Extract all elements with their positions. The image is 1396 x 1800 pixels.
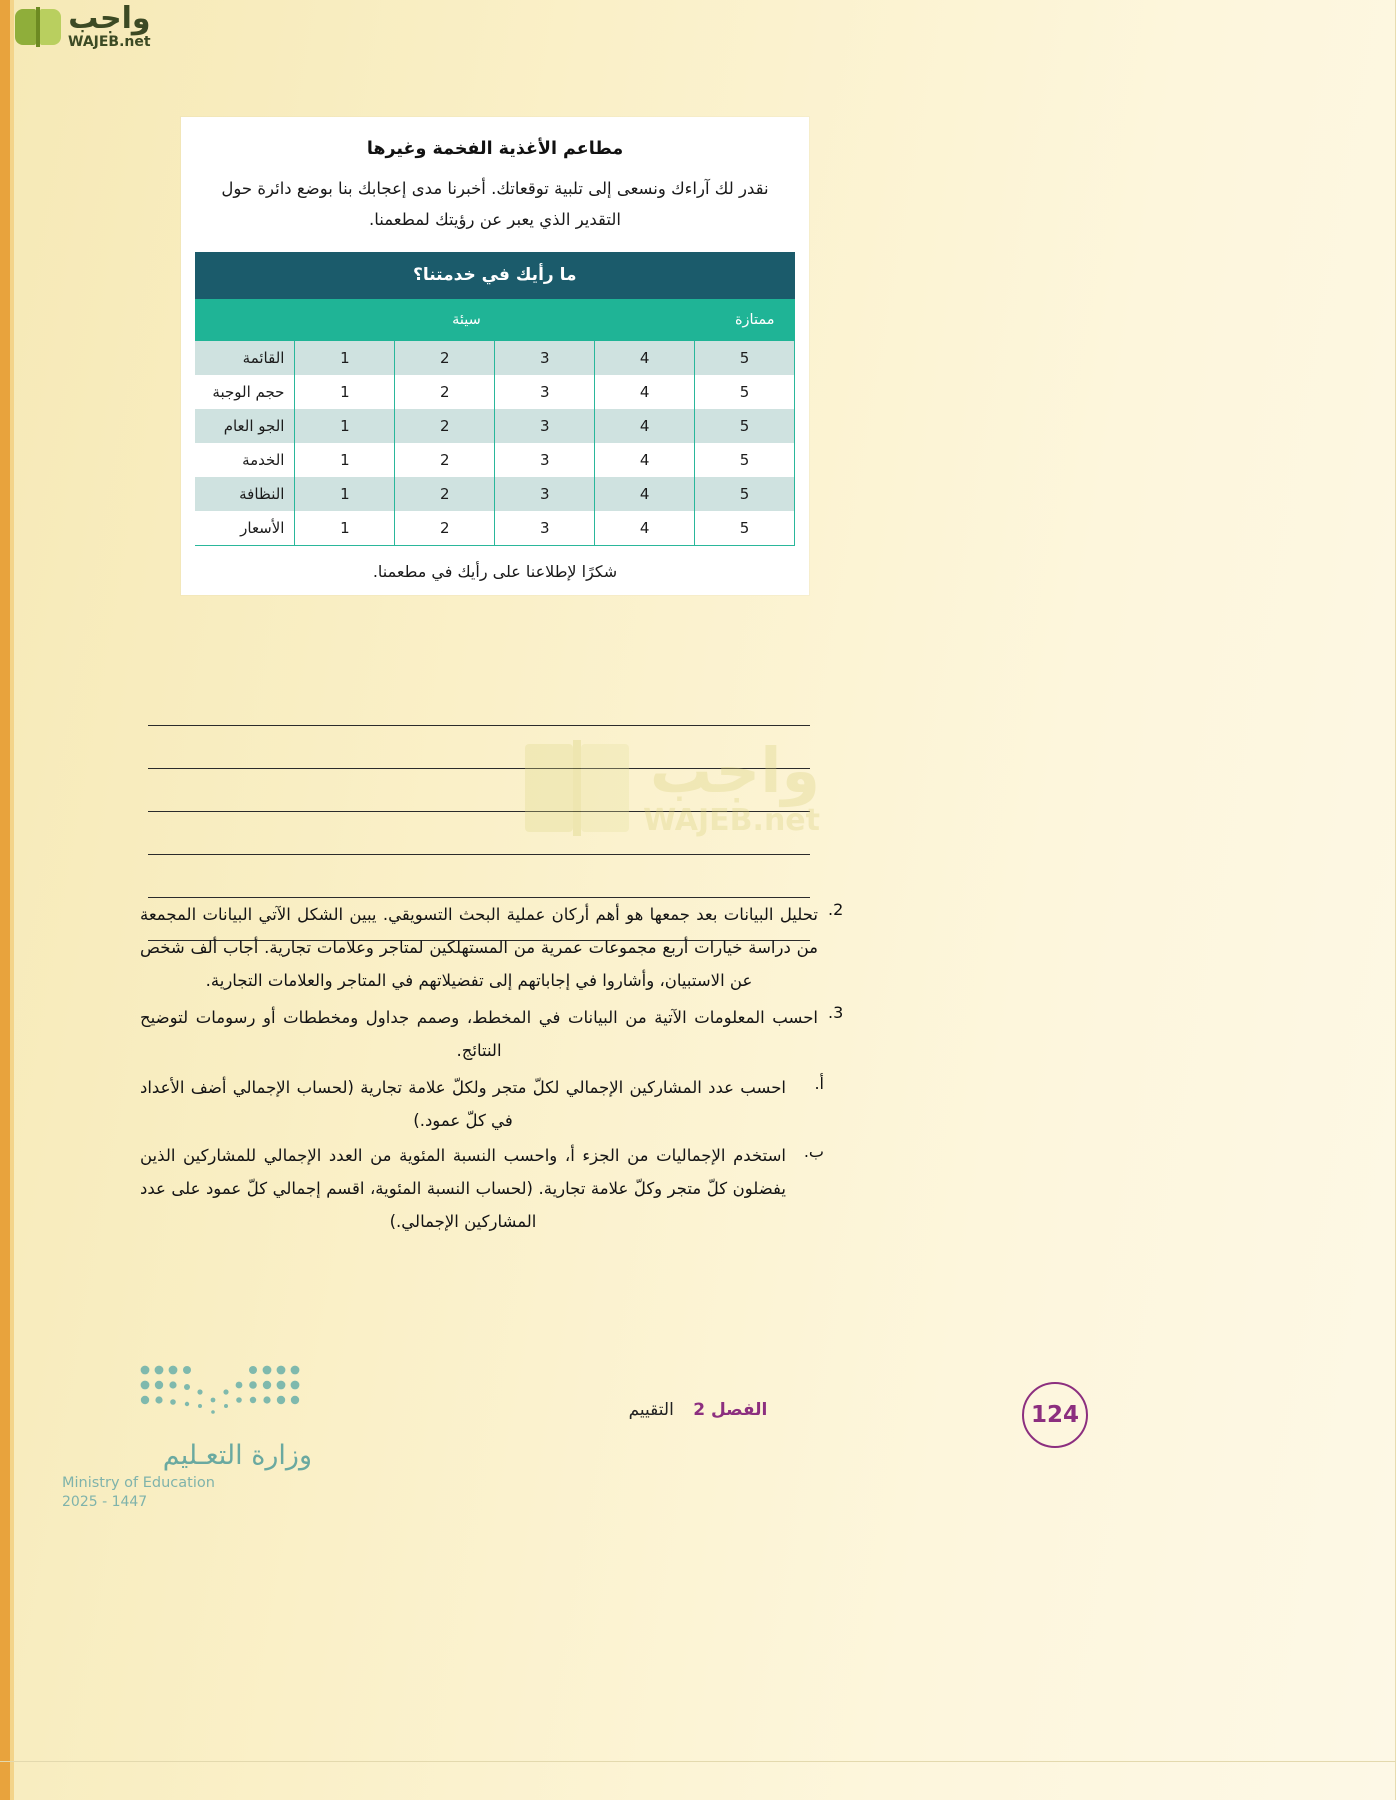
- row-label: الأسعار: [195, 511, 295, 546]
- rating-cell[interactable]: 4: [595, 375, 695, 409]
- table-row[interactable]: [195, 511, 795, 546]
- question-item-3: [140, 1001, 850, 1067]
- rating-cell[interactable]: 4: [595, 341, 695, 375]
- rating-cell[interactable]: 5: [695, 443, 795, 477]
- chapter-footer: [0, 1400, 1396, 1420]
- question-number: 2.: [828, 900, 844, 919]
- rating-cell[interactable]: 2: [395, 341, 495, 375]
- row-label: حجم الوجبة: [195, 375, 295, 409]
- rating-cell[interactable]: 3: [495, 409, 595, 443]
- ministry-name-english: Ministry of Education: [62, 1475, 215, 1491]
- watermark-arabic-label: واجب: [649, 733, 820, 807]
- page-spine: [0, 0, 10, 1800]
- rating-cell[interactable]: 3: [495, 511, 595, 546]
- scale-high-label: ممتازة: [695, 299, 795, 341]
- row-label: القائمة: [195, 341, 295, 375]
- rating-cell[interactable]: 3: [495, 375, 595, 409]
- rating-cell[interactable]: 4: [595, 477, 695, 511]
- rating-cell[interactable]: 4: [595, 511, 695, 546]
- rating-cell[interactable]: 5: [695, 511, 795, 546]
- question-text: احسب المعلومات الآتية من البيانات في المخطط، وصمم جداول ومخططات أو رسومات لتوضيح النتائج.: [140, 1008, 818, 1060]
- rating-cell[interactable]: 3: [495, 477, 595, 511]
- rating-cell[interactable]: 3: [495, 341, 595, 375]
- rating-cell[interactable]: 1: [295, 341, 395, 375]
- footer-divider: [0, 1761, 1396, 1762]
- rating-cell[interactable]: 1: [295, 477, 395, 511]
- row-label: الجو العام: [195, 409, 295, 443]
- rating-cell[interactable]: 2: [395, 409, 495, 443]
- rating-cell[interactable]: 1: [295, 511, 395, 546]
- answer-line[interactable]: [148, 812, 810, 855]
- rating-cell[interactable]: 5: [695, 341, 795, 375]
- rating-cell[interactable]: 2: [395, 443, 495, 477]
- chapter-label: الفصل 2: [693, 1400, 768, 1420]
- rating-cell[interactable]: 2: [395, 511, 495, 546]
- brand-arabic-label: واجب: [68, 1, 151, 36]
- subitem-letter: أ.: [814, 1074, 824, 1093]
- question-number: 3.: [828, 1003, 844, 1022]
- subitem-text: استخدم الإجماليات من الجزء أ، واحسب النسبة المئوية من العدد الإجمالي للمشاركين الذين يفضلون كلّ متجر وكلّ علامة تجارية. (لحساب النسبة المئوية، اقسم إجمالي كلّ عمود على عدد المشاركين الإجمالي.): [140, 1146, 786, 1231]
- rating-cell[interactable]: 5: [695, 409, 795, 443]
- table-row[interactable]: [195, 443, 795, 477]
- answer-line[interactable]: [148, 855, 810, 898]
- survey-banner-label: ما رأيك في خدمتنا؟: [195, 252, 795, 299]
- question-item-2: [140, 898, 850, 997]
- rating-cell[interactable]: 5: [695, 375, 795, 409]
- page-spine-inner: [10, 0, 14, 1800]
- question-subitem-b: [140, 1139, 850, 1238]
- brand-text: [68, 1, 151, 50]
- scale-low-label: سيئة: [295, 299, 495, 341]
- survey-title: مطاعم الأغذية الفخمة وغيرها: [366, 139, 624, 159]
- rating-cell[interactable]: 1: [295, 375, 395, 409]
- survey-rating-table: [195, 252, 795, 546]
- rating-cell[interactable]: 4: [595, 409, 695, 443]
- page-number-badge: 124: [1022, 1382, 1088, 1448]
- rating-cell[interactable]: 5: [695, 477, 795, 511]
- survey-footer-text: شكرًا لإطلاعنا على رأيك في مطعمنا.: [372, 561, 618, 581]
- rating-cell[interactable]: 2: [395, 375, 495, 409]
- table-row[interactable]: [195, 341, 795, 375]
- ministry-name-arabic: وزارة التعـليم: [162, 1440, 312, 1471]
- survey-banner-row: [195, 252, 795, 299]
- watermark-english-label: WAJEB.net: [643, 802, 820, 838]
- row-label: النظافة: [195, 477, 295, 511]
- row-label: الخدمة: [195, 443, 295, 477]
- rating-cell[interactable]: 1: [295, 409, 395, 443]
- rating-cell[interactable]: 2: [395, 477, 495, 511]
- survey-card: [181, 117, 809, 595]
- subitem-text: احسب عدد المشاركين الإجمالي لكلّ متجر ولكلّ علامة تجارية (لحساب الإجمالي أضف الأعداد في كلّ عمود.): [140, 1078, 786, 1130]
- table-row[interactable]: [195, 409, 795, 443]
- answer-line[interactable]: [148, 683, 810, 726]
- wajeb-brand-watermark: [14, 1, 151, 50]
- table-row[interactable]: [195, 375, 795, 409]
- survey-table-body: [195, 341, 795, 546]
- rating-cell[interactable]: 4: [595, 443, 695, 477]
- answer-line[interactable]: [148, 769, 810, 812]
- questions-section: [140, 898, 850, 1240]
- rating-cell[interactable]: 3: [495, 443, 595, 477]
- table-row[interactable]: [195, 477, 795, 511]
- question-subitem-a: [140, 1071, 850, 1137]
- open-book-icon: [14, 5, 62, 49]
- chapter-subtitle: التقييم: [628, 1400, 674, 1420]
- ministry-years: 2025 - 1447: [62, 1494, 148, 1510]
- survey-scale-row: [195, 299, 795, 341]
- brand-english-label: WAJEB.net: [68, 34, 151, 50]
- ministry-of-education-logo: [62, 1362, 312, 1510]
- answer-line[interactable]: [148, 726, 810, 769]
- survey-intro-text: نقدر لك آراءك ونسعى إلى تلبية توقعاتك. أخبرنا مدى إعجابك بنا بوضع دائرة حول التقدير الذي يعبر عن رؤيتك لمطعمنا.: [221, 179, 769, 230]
- subitem-letter: ب.: [803, 1142, 824, 1161]
- rating-cell[interactable]: 1: [295, 443, 395, 477]
- question-text: تحليل البيانات بعد جمعها هو أهم أركان عملية البحث التسويقي. يبين الشكل الآتي البيانات المجمعة من دراسة خيارات أربع مجموعات عمرية من المستهلكين لمتاجر وعلامات تجارية. أجاب ألف شخص عن الاستبيان، وأشاروا في إجاباتهم إلى تفضيلاتهم في المتاجر والعلامات التجارية.: [140, 905, 818, 990]
